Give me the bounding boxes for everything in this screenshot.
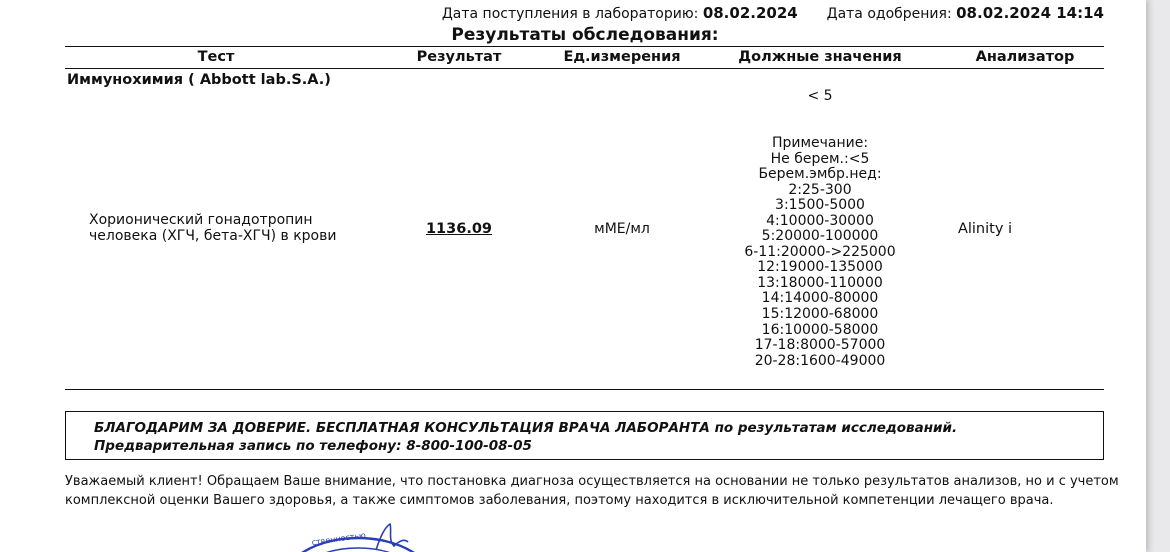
- reference-note-line: 13:18000-110000: [757, 274, 883, 291]
- unit-value: мМЕ/мл: [594, 221, 650, 237]
- test-name: [89, 213, 336, 244]
- reference-note-line: 17-18:8000-57000: [754, 337, 886, 354]
- approved-label: Дата одобрения:: [826, 6, 952, 22]
- reference-note-line: Берем.эмбр.нед:: [758, 166, 882, 183]
- stamp-text: ственностью: [311, 530, 367, 548]
- reference-note-line: 4:10000-30000: [766, 212, 874, 229]
- disclaimer-text: Уважаемый клиент! Обращаем Ваше внимание, что постановка диагноза осуществляется на основании не только результатов анализов, но и с учетом комплексной оценки Вашего здоровья, а также симптомов заболевания, поэтому находится в исключительной компетенции лечащего врача.: [65, 474, 1119, 508]
- report-dates: [442, 4, 1104, 22]
- column-header-test: Тест: [197, 49, 235, 65]
- table-bottom-rule: [65, 389, 1104, 390]
- test-name-line2: человека (ХГЧ, бета-ХГЧ) в крови: [89, 227, 337, 244]
- approved-date: 08.02.2024 14:14: [956, 4, 1104, 22]
- analyzer-value: Alinity i: [957, 221, 1013, 237]
- reference-note-line: Примечание:: [771, 135, 869, 151]
- reference-note-line: 3:1500-5000: [775, 197, 865, 214]
- notice-line2: Предварительная запись по телефону: 8-800-100-08-05: [94, 438, 532, 454]
- reference-note-line: 15:12000-68000: [761, 306, 879, 323]
- stamp-inner-ring: [294, 548, 422, 552]
- consultation-notice: [65, 411, 1104, 460]
- reference-value: < 5: [807, 88, 833, 104]
- reference-note-line: 2:25-300: [788, 181, 852, 198]
- table-top-rule: [65, 46, 1104, 47]
- lab-received-label: Дата поступления в лабораторию:: [441, 6, 699, 22]
- results-title: Результаты обследования:: [451, 25, 719, 45]
- reference-note-line: 6-11:20000->225000: [744, 243, 896, 260]
- result-value: 1136.09: [425, 221, 493, 237]
- reference-note-line: 14:14000-80000: [761, 290, 879, 307]
- group-title: Иммунохимия ( Abbott lab.S.A.): [67, 72, 331, 88]
- column-header-analyzer: Анализатор: [975, 49, 1075, 65]
- column-header-result: Результат: [416, 49, 502, 65]
- reference-notes: [720, 136, 920, 369]
- lab-received-date: 08.02.2024: [702, 4, 798, 22]
- test-name-line1: Хорионический гонадотропин: [89, 212, 313, 228]
- column-header-unit: Ед.измерения: [563, 49, 681, 65]
- reference-note-line: 5:20000-100000: [761, 228, 879, 245]
- notice-line1: БЛАГОДАРИМ ЗА ДОВЕРИЕ. БЕСПЛАТНАЯ КОНСУЛЬТАЦИЯ ВРАЧА ЛАБОРАНТА по результатам исследований.: [94, 420, 958, 436]
- column-header-reference: Должные значения: [738, 49, 902, 65]
- reference-note-line: Не берем.:<5: [770, 150, 870, 167]
- lab-stamp: [280, 520, 450, 552]
- table-header-rule: [65, 68, 1104, 69]
- reference-note-line: 12:19000-135000: [757, 259, 883, 276]
- reference-note-line: 20-28:1600-49000: [754, 352, 886, 369]
- reference-note-line: 16:10000-58000: [761, 321, 879, 338]
